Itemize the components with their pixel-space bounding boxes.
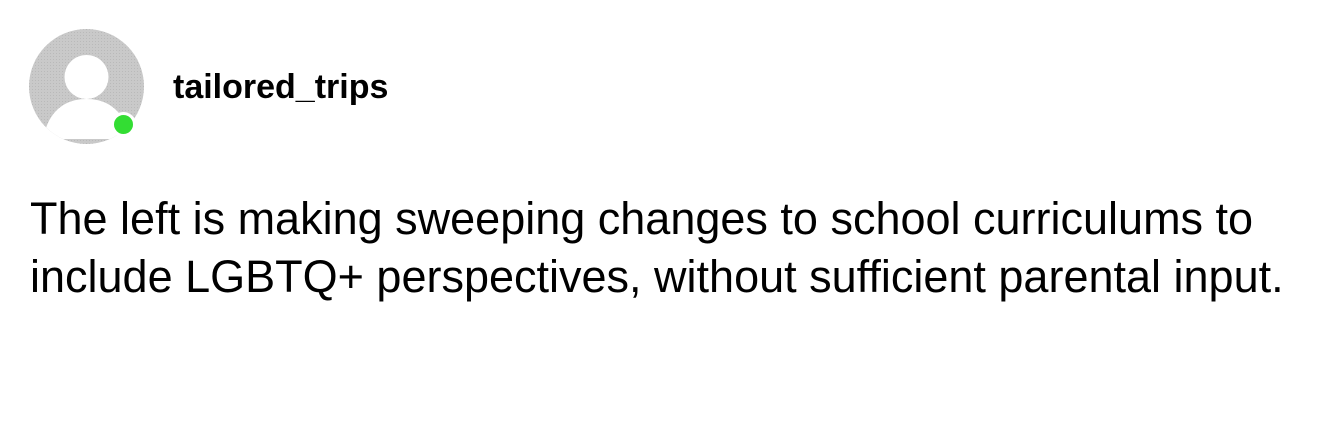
avatar[interactable] <box>29 29 144 144</box>
username[interactable]: tailored_trips <box>173 68 389 106</box>
online-status-icon <box>111 112 136 137</box>
post-text: The left is making sweeping changes to school curriculums to include LGBTQ+ perspectives, without sufficient parental input. <box>30 193 1284 302</box>
